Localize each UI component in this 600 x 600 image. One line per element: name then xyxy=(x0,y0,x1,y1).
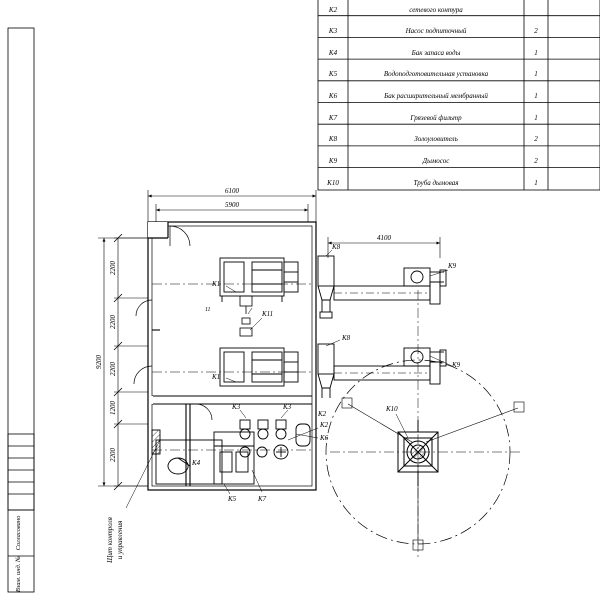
callout-k3-left: K3 xyxy=(232,403,241,411)
legend-qty-2: 1 xyxy=(534,49,538,57)
dim-right-span: 4100 xyxy=(377,234,391,242)
callout-k4: K4 xyxy=(192,459,201,467)
flue-duct-top xyxy=(334,282,440,304)
dim-top-inner: 5900 xyxy=(225,201,239,209)
callout-k2-a: K2 xyxy=(320,421,329,429)
stamp-vzam: Взам. инд. № xyxy=(15,555,22,593)
center-lines xyxy=(152,284,520,560)
pump-group xyxy=(240,420,288,459)
legend-pos-3: K5 xyxy=(328,70,338,78)
expansion-tank-k6 xyxy=(296,424,310,446)
dimension-left xyxy=(98,234,148,490)
callout-k7: K7 xyxy=(258,495,267,503)
callout-k6: K6 xyxy=(320,434,329,442)
dim-left-chain-4: 2200 xyxy=(109,448,117,462)
dim-left-chain-3: 1200 xyxy=(109,401,117,415)
note-text-layer xyxy=(15,515,124,592)
dim-left-total: 9200 xyxy=(95,355,103,369)
dimension-text-layer xyxy=(95,187,392,462)
callout-k1-top: K1 xyxy=(212,280,221,288)
stamp-soglasovano: Согласовано xyxy=(15,515,22,551)
guy-wires xyxy=(342,398,524,550)
callout-k1-bottom: K1 xyxy=(212,373,221,381)
legend-pos-4: K6 xyxy=(328,92,338,100)
legend-pos-5: K7 xyxy=(328,114,338,122)
leader-lines xyxy=(126,250,452,508)
legend-name-5: Грязевой фильтр xyxy=(410,114,462,122)
left-title-block xyxy=(8,28,34,592)
legend-name-6: Золоуловитель xyxy=(414,135,458,143)
smoke-exhauster-k9-top xyxy=(404,268,446,286)
panel-note-line1: Щит контроля xyxy=(106,517,114,563)
callout-k5: K5 xyxy=(228,495,237,503)
legend-name-3: Водоподготовительная установка xyxy=(383,70,489,78)
callout-k10: K10 xyxy=(386,405,398,413)
legend-qty-1: 2 xyxy=(534,27,538,35)
legend-pos-7: K9 xyxy=(328,157,338,165)
legend-qty-3: 1 xyxy=(534,70,538,78)
legend-pos-1: K3 xyxy=(328,27,338,35)
legend-qty-7: 2 xyxy=(534,157,538,165)
small-mark: 11 xyxy=(205,307,211,313)
callout-k2-b: K2 xyxy=(318,410,327,418)
legend-name-0: сетевого контура xyxy=(409,6,463,14)
callout-k9-top: K9 xyxy=(448,262,457,270)
ash-collector-k8-bottom xyxy=(318,344,334,398)
dim-left-chain-1: 2200 xyxy=(109,315,117,329)
legend-name-2: Бак запаса воды xyxy=(411,49,461,57)
legend-name-7: Дымосос xyxy=(422,157,450,165)
dim-left-chain-0: 2200 xyxy=(109,261,117,275)
legend-qty-5: 1 xyxy=(534,114,538,122)
dim-left-chain-2: 2200 xyxy=(109,362,117,376)
legend-pos-6: K8 xyxy=(328,135,338,143)
callout-k3-right: K3 xyxy=(283,403,292,411)
panel-note-line2: и управления xyxy=(116,520,124,560)
dim-top-outer: 6100 xyxy=(225,187,239,195)
smoke-exhauster-k9-bottom xyxy=(404,348,446,366)
legend-pos-0: K2 xyxy=(328,6,338,14)
water-tank-k4 xyxy=(156,440,222,484)
legend-qty-6: 2 xyxy=(534,135,538,143)
door-swings xyxy=(134,226,212,420)
ash-collector-k8-top xyxy=(318,256,334,318)
legend-qty-4: 1 xyxy=(534,92,538,100)
legend-qty-8: 1 xyxy=(534,179,538,187)
boiler-unit-1 xyxy=(220,258,298,302)
callout-k8-bottom: K8 xyxy=(342,334,351,342)
legend-text-layer xyxy=(326,6,538,187)
legend-name-8: Труба дымовая xyxy=(413,179,459,187)
legend-name-1: Насос подпиточный xyxy=(405,27,467,35)
callout-k11: K11 xyxy=(262,310,274,318)
callout-k9-bottom: K9 xyxy=(452,361,461,369)
legend-pos-8: K10 xyxy=(327,179,339,187)
legend-name-4: Бак расширительный мембранный xyxy=(384,92,488,100)
legend-pos-2: K4 xyxy=(328,49,338,57)
callout-k8-top: K8 xyxy=(332,243,341,251)
